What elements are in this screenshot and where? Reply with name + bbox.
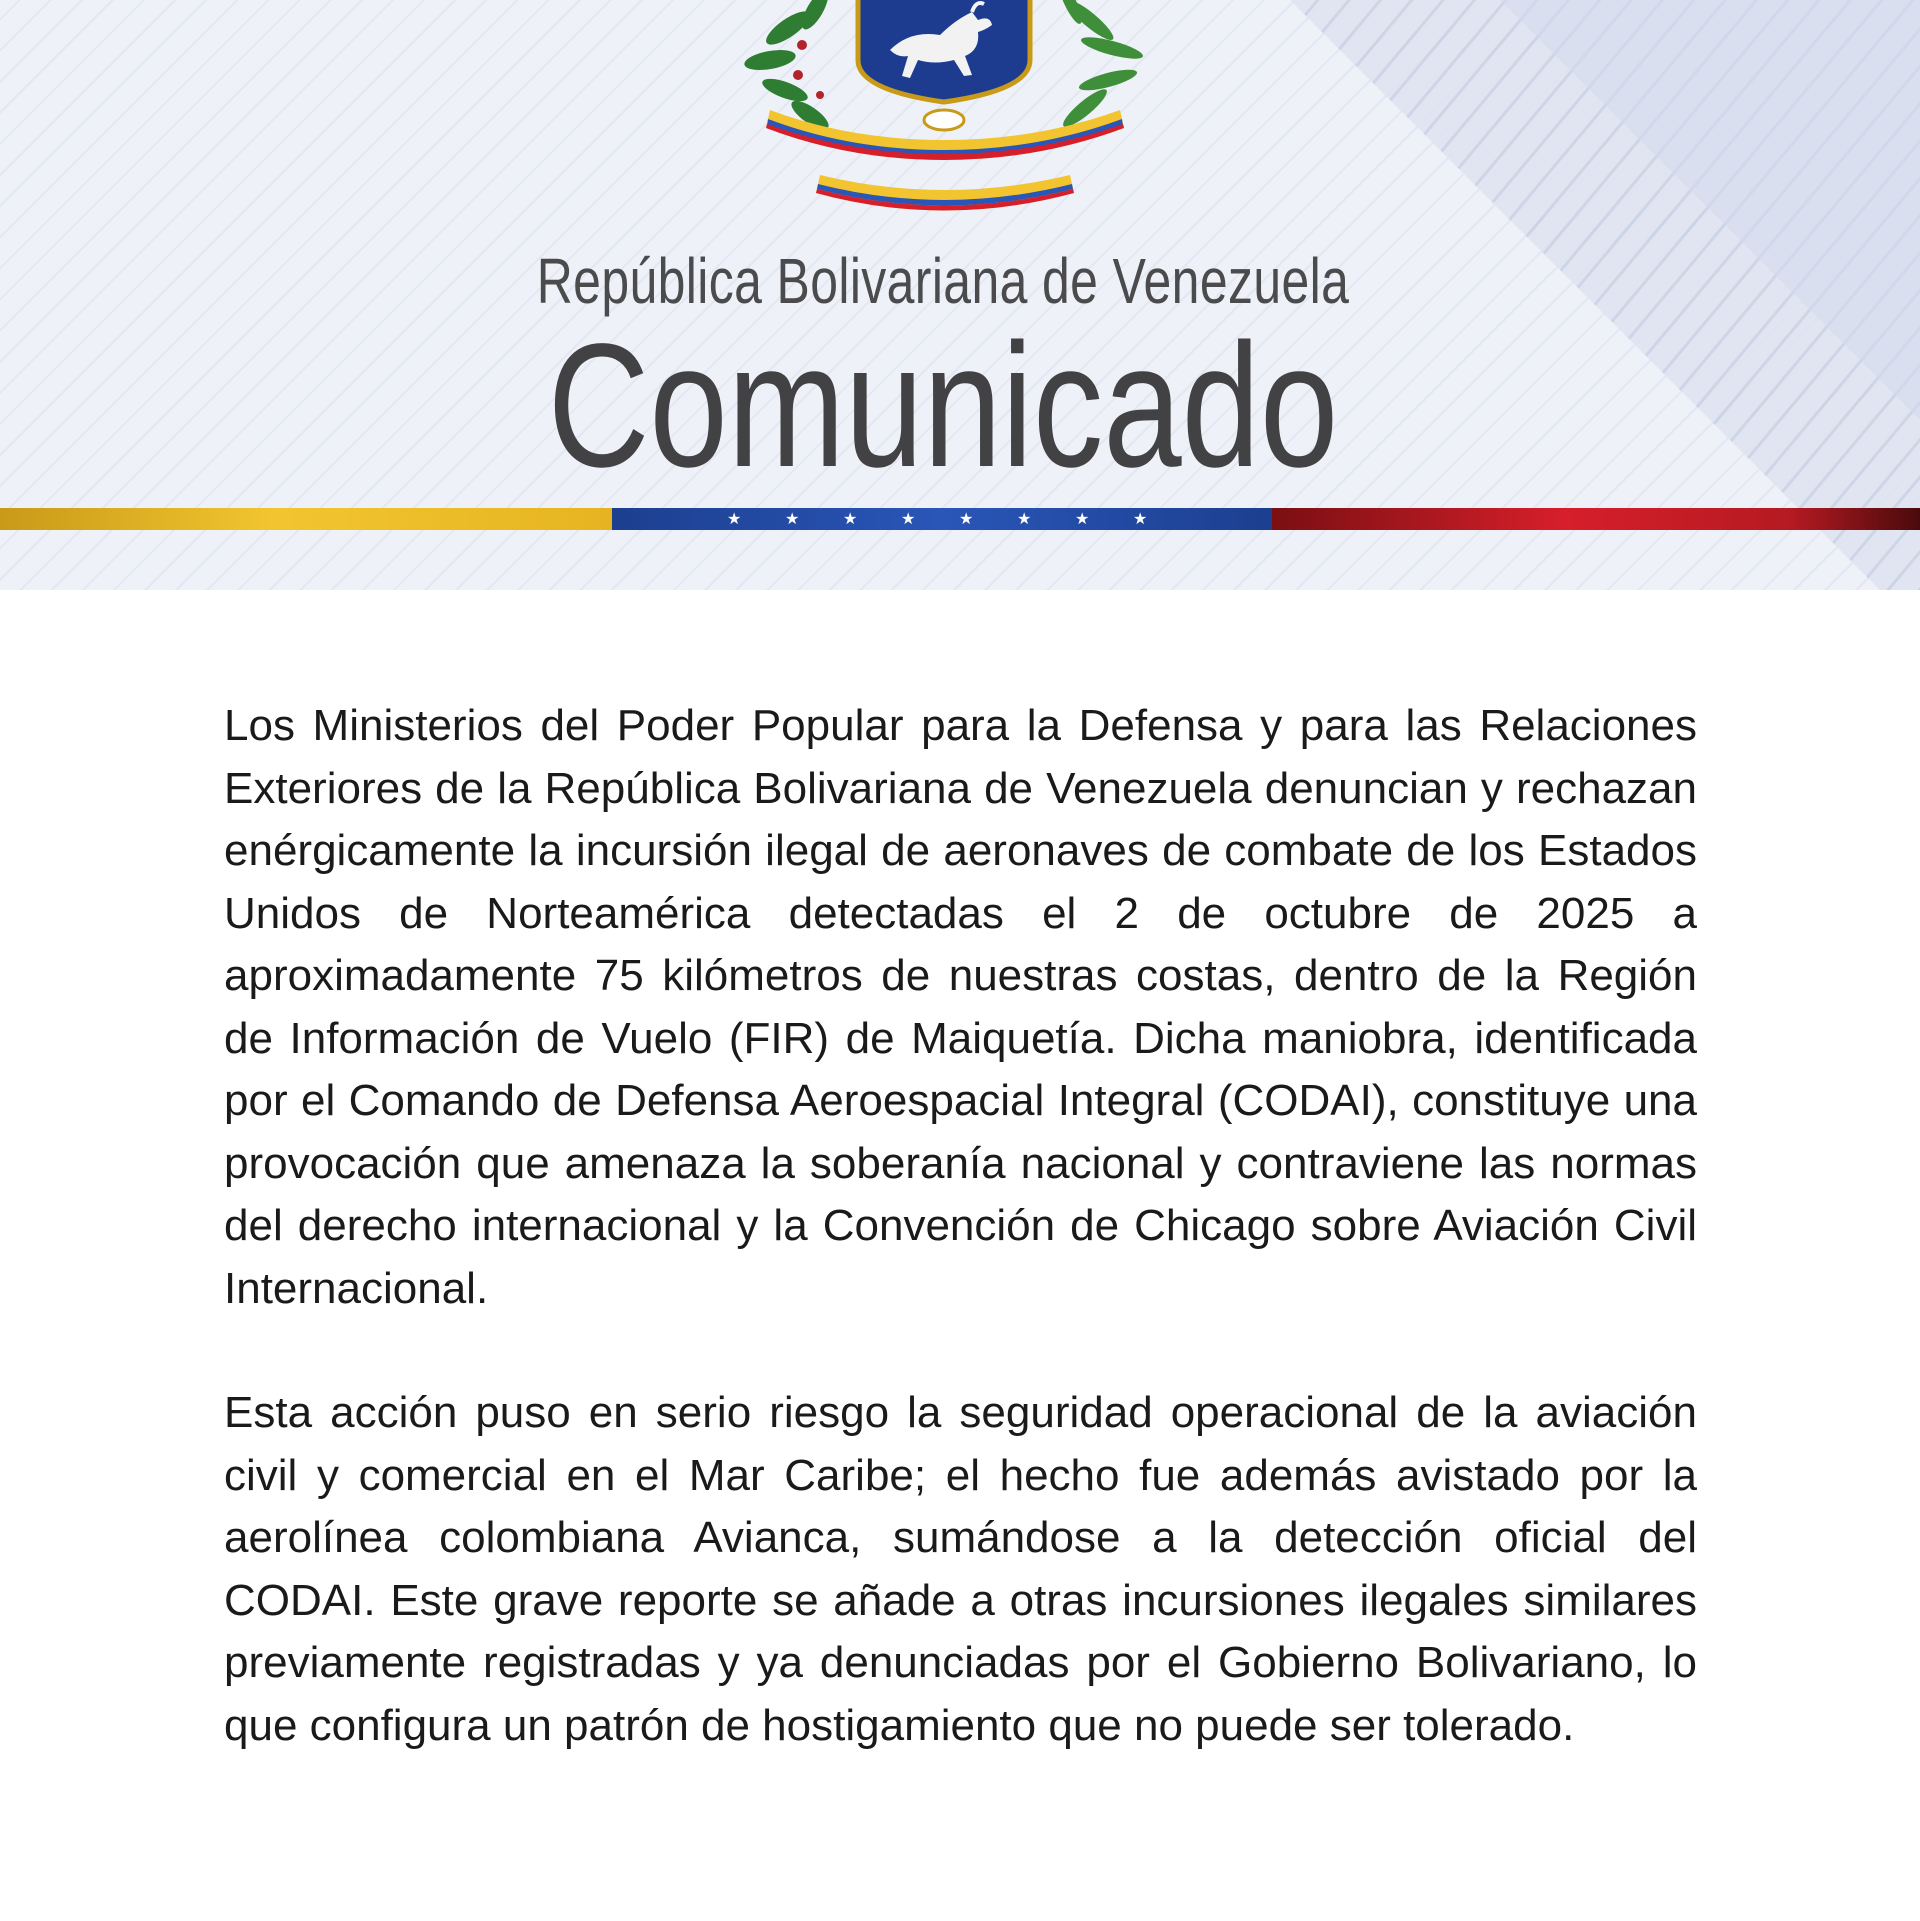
page-title: Comunicado	[547, 308, 1339, 504]
communique-body	[224, 695, 1697, 1757]
star-icon: ★	[1075, 509, 1090, 528]
flag-yellow-band	[0, 508, 612, 530]
star-icon: ★	[901, 509, 916, 528]
body-paragraph: Los Ministerios del Poder Popular para la Defensa y para las Relaciones Exteriores de la República Bolivariana de Venezuela denuncian y rechazan enérgicamente la incursión ilegal de aeronaves de combate de los Estados Unidos de Norteamérica detectadas el 2 de octubre de 2025 a aproximadamente 75 kilómetros de nuestras costas, dentro de la Región de Información de Vuelo (FIR) de Maiquetía. Dicha maniobra, identificada por el Comando de Defensa Aeroespacial Integral (CODAI), constituye una provocación que amenaza la soberanía nacional y contraviene las normas del derecho internacional y la Convención de Chicago sobre Aviación Civil Internacional.	[224, 701, 1697, 1313]
star-icon: ★	[959, 509, 974, 528]
header-banner	[0, 0, 1920, 590]
flag-red-band	[1272, 508, 1920, 530]
star-icon: ★	[727, 509, 742, 528]
coat-of-arms-icon	[740, 0, 1150, 225]
star-icon: ★	[1133, 509, 1148, 528]
star-icon: ★	[785, 509, 800, 528]
country-name: República Bolivariana de Venezuela	[536, 245, 1350, 317]
star-icon: ★	[843, 509, 858, 528]
flag-stars	[612, 508, 1272, 530]
star-icon: ★	[1017, 509, 1032, 528]
flag-stripe	[0, 508, 1920, 530]
body-paragraph: Esta acción puso en serio riesgo la seguridad operacional de la aviación civil y comercial en el Mar Caribe; el hecho fue además avistado por la aerolínea colombiana Avianca, sumándose a la detección oficial del CODAI. Este grave reporte se añade a otras incursiones ilegales similares previamente registradas y ya denunciadas por el Gobierno Bolivariano, lo que configura un patrón de hostigamiento que no puede ser tolerado.	[224, 1388, 1697, 1750]
